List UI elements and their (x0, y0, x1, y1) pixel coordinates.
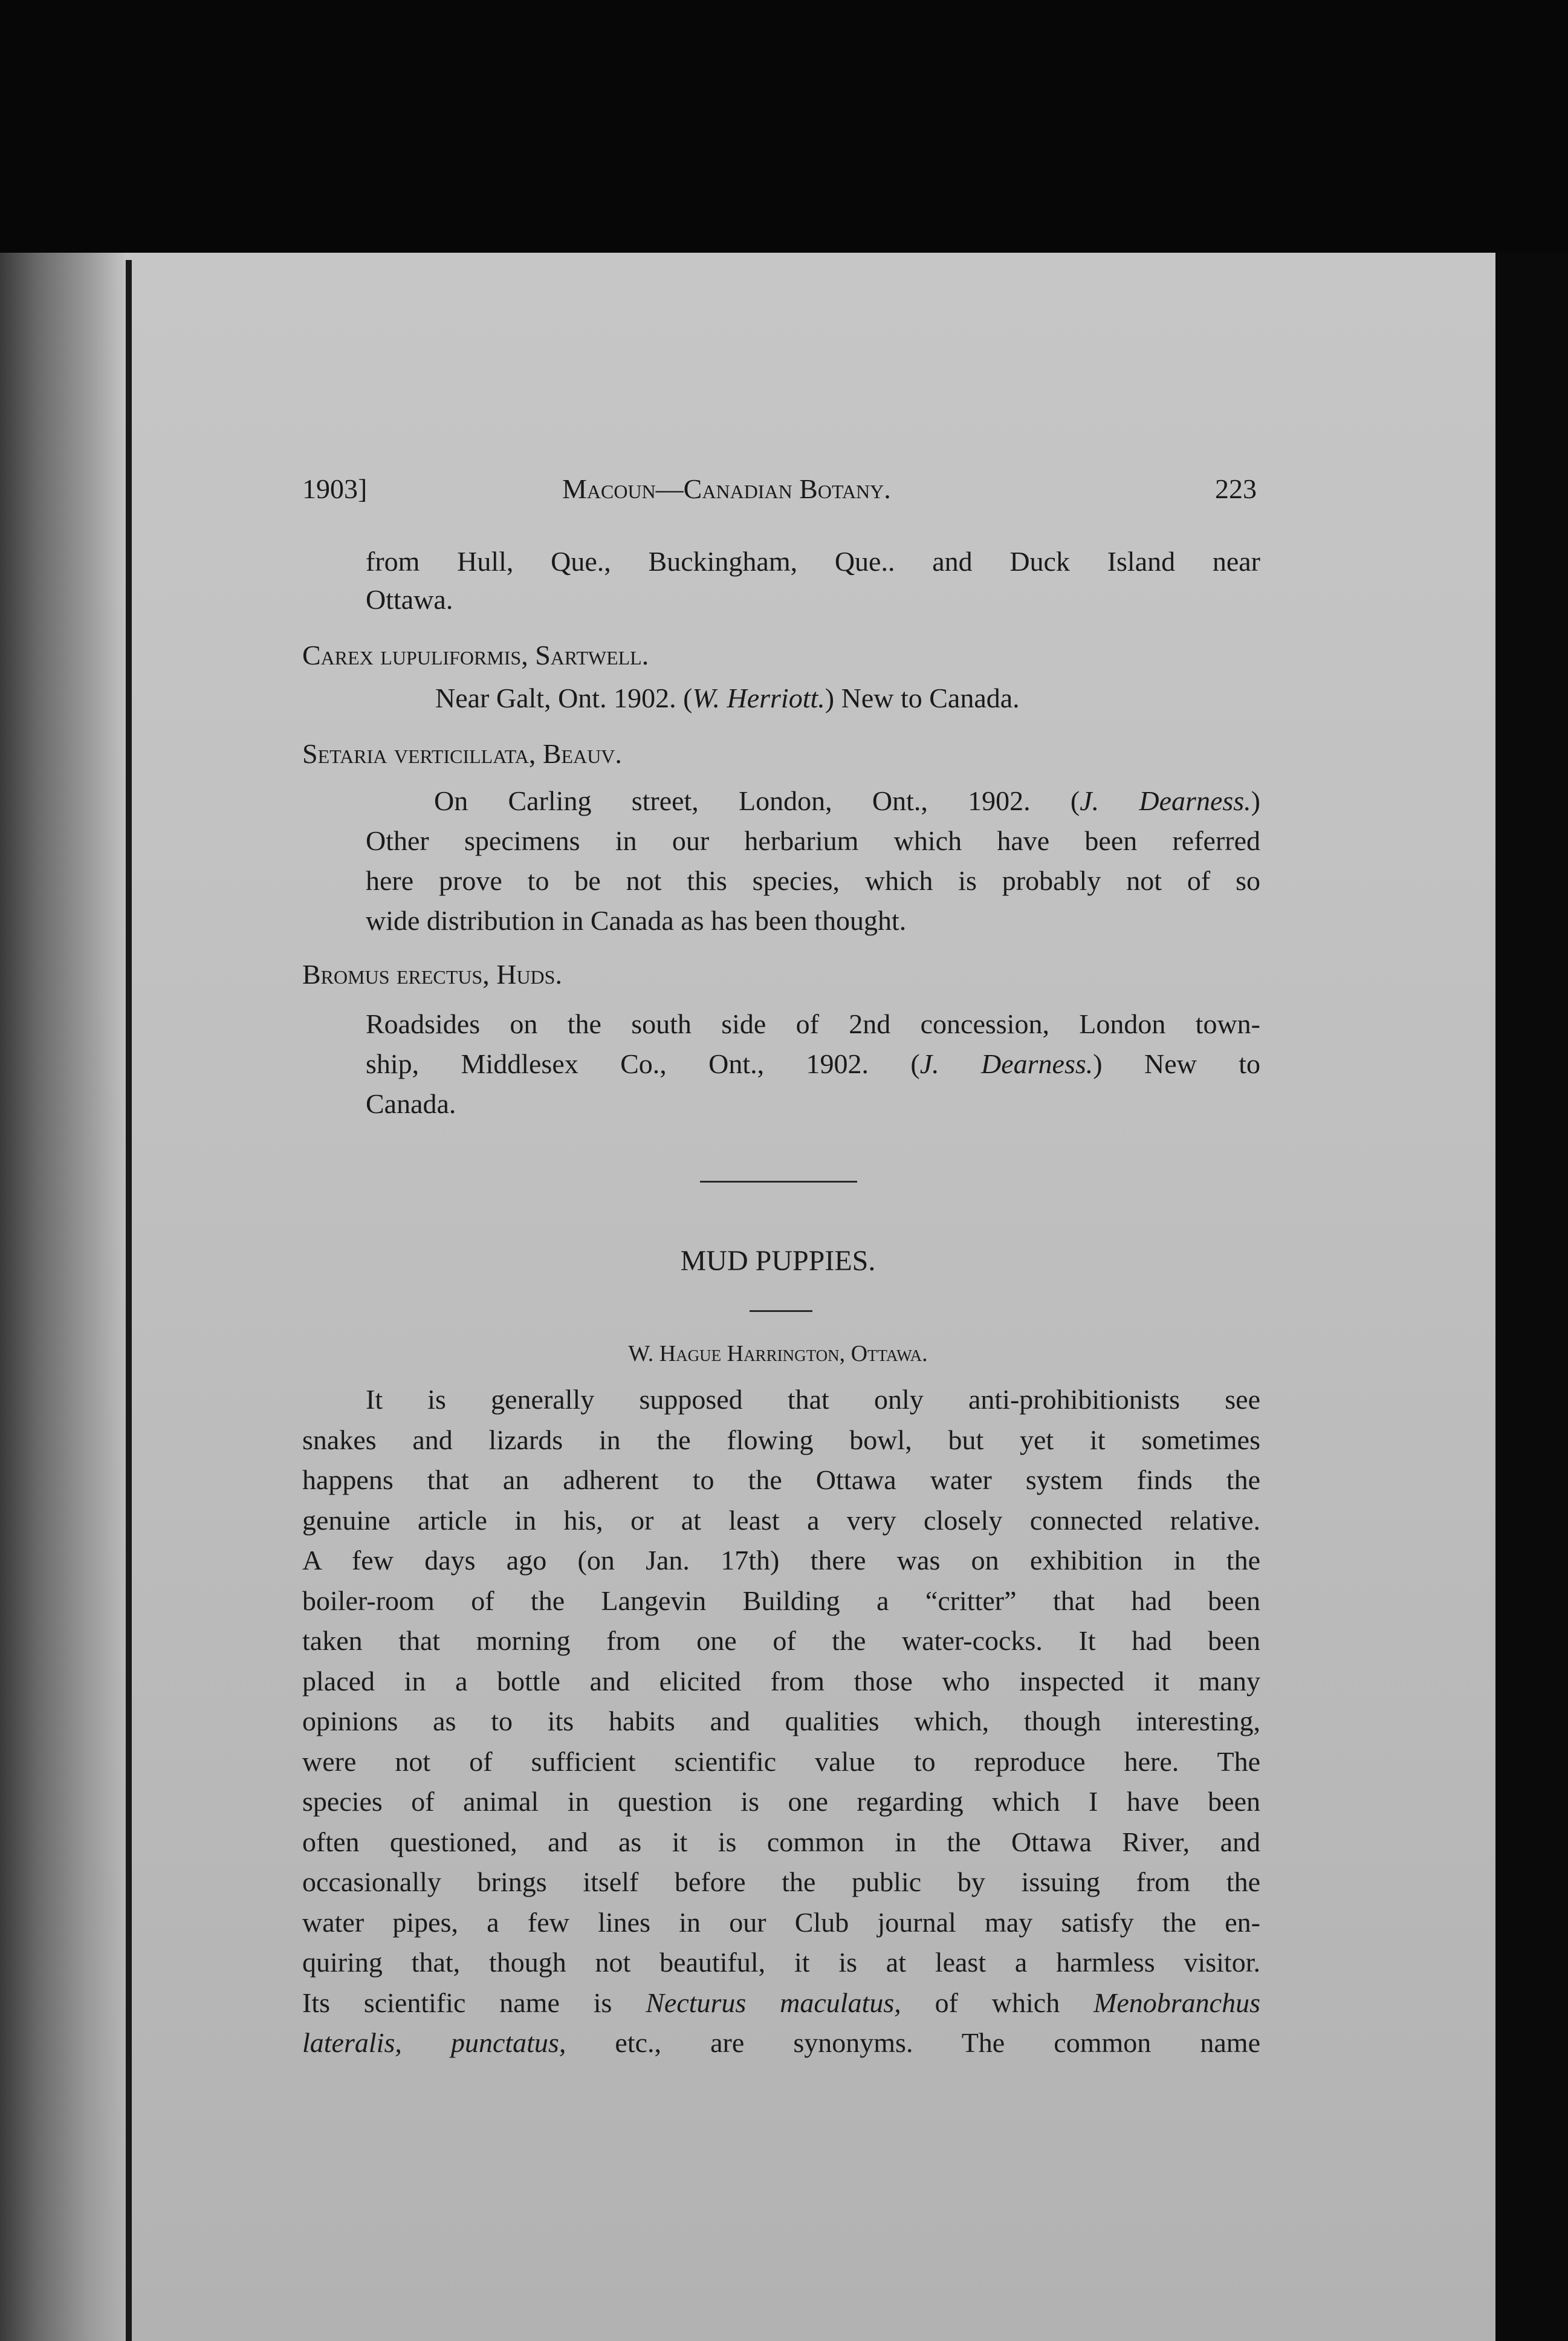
article-line: boiler-room of the Langevin Building a “critter” that had been (302, 1585, 1260, 1616)
species-name-carex: Carex lupuliformis, Sartwell. (302, 640, 649, 670)
page-number: 223 (1215, 473, 1257, 504)
title-divider (750, 1310, 812, 1312)
species-name-bromus: Bromus erectus, Huds. (302, 959, 562, 990)
bromus-record-line-2: ship, Middlesex Co., Ont., 1902. (J. Dearness.) New to (366, 1048, 1260, 1079)
article-line: A few days ago (on Jan. 17th) there was on exhibition in the (302, 1545, 1260, 1576)
article-byline: W. Hague Harrington, Ottawa. (628, 1341, 928, 1366)
book-gutter-edge (126, 260, 132, 2341)
article-line: occasionally brings itself before the public by issuing from the (302, 1866, 1260, 1897)
article-line: were not of sufficient scientific value to reproduce here. The (302, 1745, 1260, 1777)
article-line: taken that morning from one of the water-cocks. It had been (302, 1625, 1260, 1656)
botany-intro-line-1: from Hull, Que., Buckingham, Que.. and Duck Island near (366, 546, 1260, 577)
article-line: species of animal in question is one regarding which I have been (302, 1786, 1260, 1817)
species-name-setaria: Setaria verticillata, Beauv. (302, 738, 622, 769)
section-divider (700, 1181, 857, 1183)
dark-background-edge (1495, 253, 1568, 2341)
setaria-record-line-2: Other specimens in our herbarium which have been referred (366, 825, 1260, 856)
carex-record-line: Near Galt, Ont. 1902. (W. Herriott.) New to Canada. (435, 683, 1020, 713)
article-line: snakes and lizards in the flowing bowl, but yet it sometimes (302, 1424, 1260, 1455)
bromus-record-line-1: Roadsides on the south side of 2nd concession, London town- (366, 1008, 1260, 1039)
article-title: MUD PUPPIES. (680, 1245, 876, 1277)
article-line: often questioned, and as it is common in the Ottawa River, and (302, 1826, 1260, 1857)
botany-intro-line-2: Ottawa. (366, 584, 453, 615)
running-title: Macoun—Canadian Botany. (562, 473, 891, 504)
article-line: genuine article in his, or at least a very closely connected relative. (302, 1504, 1260, 1536)
setaria-record-line-3: here prove to be not this species, which is probably not of so (366, 865, 1260, 896)
setaria-record-line-4: wide distribution in Canada as has been thought. (366, 905, 907, 936)
book-spine-shadow (0, 253, 127, 2341)
article-line: water pipes, a few lines in our Club journal may satisfy the en- (302, 1906, 1260, 1938)
article-line: Its scientific name is Necturus maculatus, of which Menobranchus (302, 1987, 1260, 2018)
setaria-record-line-1: On Carling street, London, Ont., 1902. (J. Dearness.) (434, 785, 1260, 816)
bromus-record-line-3: Canada. (366, 1088, 456, 1119)
article-line: happens that an adherent to the Ottawa water system finds the (302, 1464, 1260, 1495)
article-line: placed in a bottle and elicited from those who inspected it many (302, 1665, 1260, 1696)
article-line: quiring that, though not beautiful, it is at least a harmless visitor. (302, 1947, 1260, 1978)
article-line: lateralis, punctatus, etc., are synonyms. The common name (302, 2027, 1260, 2058)
article-line: It is generally supposed that only anti-prohibitionists see (366, 1384, 1260, 1415)
header-year: 1903] (302, 473, 368, 504)
article-line: opinions as to its habits and qualities which, though interesting, (302, 1706, 1260, 1736)
